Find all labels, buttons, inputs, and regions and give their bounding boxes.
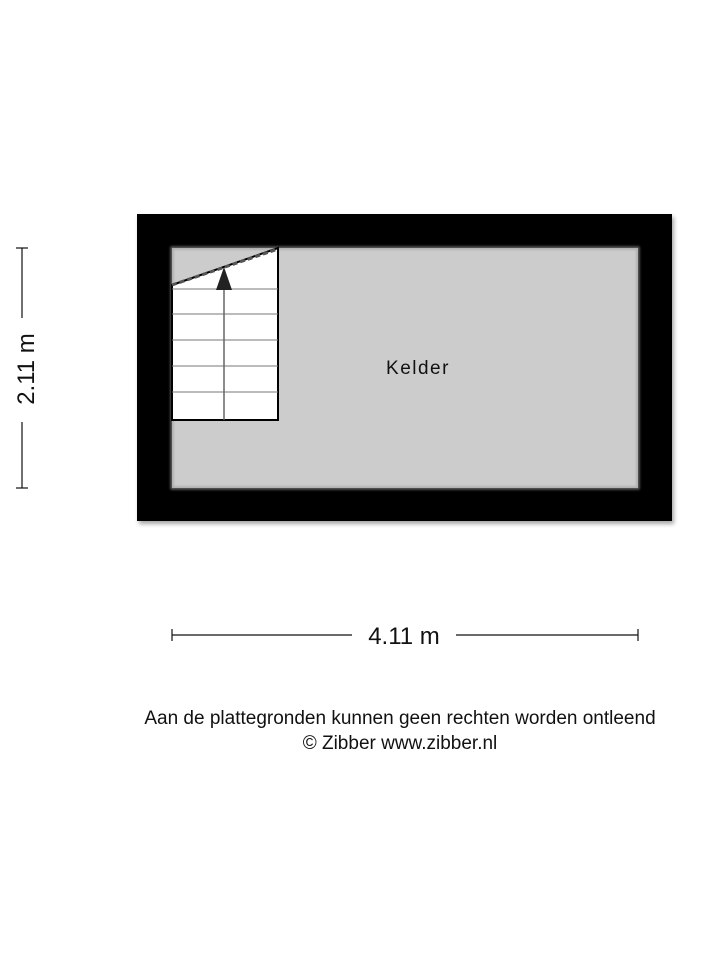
room-label-kelder: Kelder bbox=[386, 358, 450, 379]
disclaimer-text: Aan de plattegronden kunnen geen rechten worden ontleend bbox=[144, 708, 656, 729]
height-dimension-label: 2.11 m bbox=[13, 333, 40, 405]
copyright-text: © Zibber www.zibber.nl bbox=[302, 733, 498, 754]
width-dimension-label: 4.11 m bbox=[368, 623, 440, 650]
height-dimension bbox=[13, 248, 40, 488]
width-dimension bbox=[172, 623, 638, 650]
